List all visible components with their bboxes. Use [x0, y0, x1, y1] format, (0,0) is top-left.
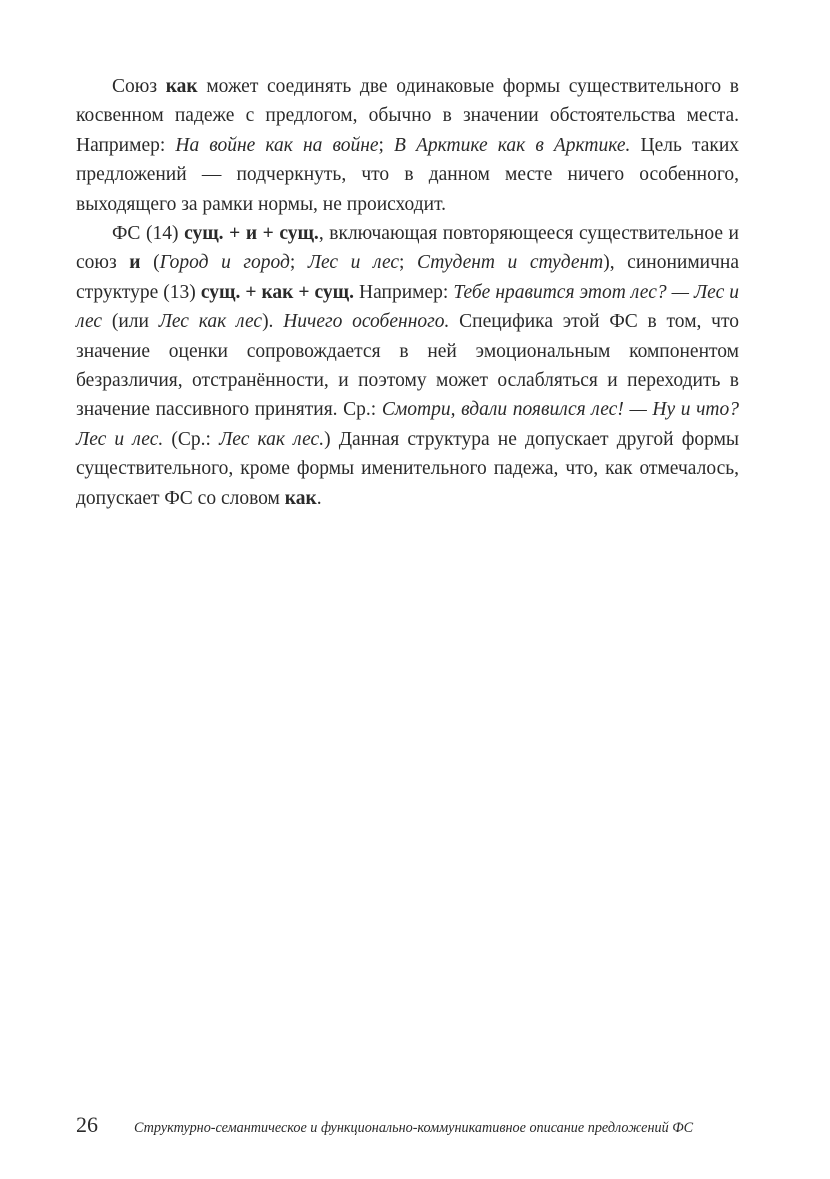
text-run: ФС (14) — [112, 223, 185, 245]
italic-example: Лес как лес — [158, 311, 263, 333]
body-text — [76, 72, 739, 513]
text-run: Специфика этой ФС в том, что значение оценки сопровождается в ней эмоциональным компонентом безразличия, отстранённости, и поэтому может ослабляться и переходить в значение пассивного принятия. Ср.: — [76, 311, 739, 421]
italic-example: В Арктике как в Арктике. — [394, 134, 631, 156]
text-run: может соединять две одинаковые формы существительного в косвенном падеже с предлогом, обычно в значении обстоятельства места. Например: — [76, 76, 740, 156]
text-run: ). — [262, 311, 284, 333]
text-run: ) Данная структура не допускает другой формы существительного, кроме формы именительного падежа, что, как отмечалось, допускает ФС со словом — [76, 428, 740, 509]
italic-example: Город и город — [159, 252, 290, 274]
text-run: Например: — [354, 281, 454, 303]
text-run: Цель таких предложений — подчеркнуть, что в данном месте ничего особенного, выходящего за рамки нормы, не происходит. — [76, 134, 740, 215]
italic-example: Лес и лес — [307, 252, 400, 274]
text-run: ; — [378, 134, 395, 156]
bold-term: сущ. + и + сущ. — [184, 223, 319, 245]
text-run: ( — [140, 252, 160, 274]
italic-example: Смотри, вдали появился лес! — Ну и что? Лес и лес. — [76, 399, 739, 450]
running-title: Структурно-семантическое и функционально-коммуникативное описание предложений ФС — [134, 1120, 694, 1136]
italic-example: Студент и студент — [417, 252, 604, 274]
bold-term: и — [129, 252, 141, 274]
text-run: ; — [399, 252, 417, 274]
text-run: (или — [102, 311, 159, 333]
page-number: 26 — [76, 1112, 98, 1137]
italic-example: Тебе нравится этот лес? — Лес и лес — [76, 281, 739, 333]
paragraph-2 — [76, 219, 739, 513]
italic-example: Лес как лес. — [219, 428, 325, 450]
paragraph-1 — [76, 72, 739, 219]
bold-term: как — [165, 76, 198, 97]
text-run: ), синонимична структуре (13) — [76, 252, 739, 303]
bold-term: сущ. + как + сущ. — [200, 281, 355, 303]
italic-example: На войне как на войне — [175, 134, 379, 156]
bold-term: как — [284, 487, 317, 509]
text-run: Союз — [112, 76, 166, 97]
text-run: , включающая повторяющееся существительное и союз — [76, 223, 739, 274]
text-run: ; — [289, 252, 308, 274]
italic-example: Ничего особенного. — [283, 311, 450, 333]
text-run: . — [316, 487, 322, 509]
page-footer — [76, 1112, 741, 1138]
text-run: (Ср.: — [163, 428, 220, 450]
